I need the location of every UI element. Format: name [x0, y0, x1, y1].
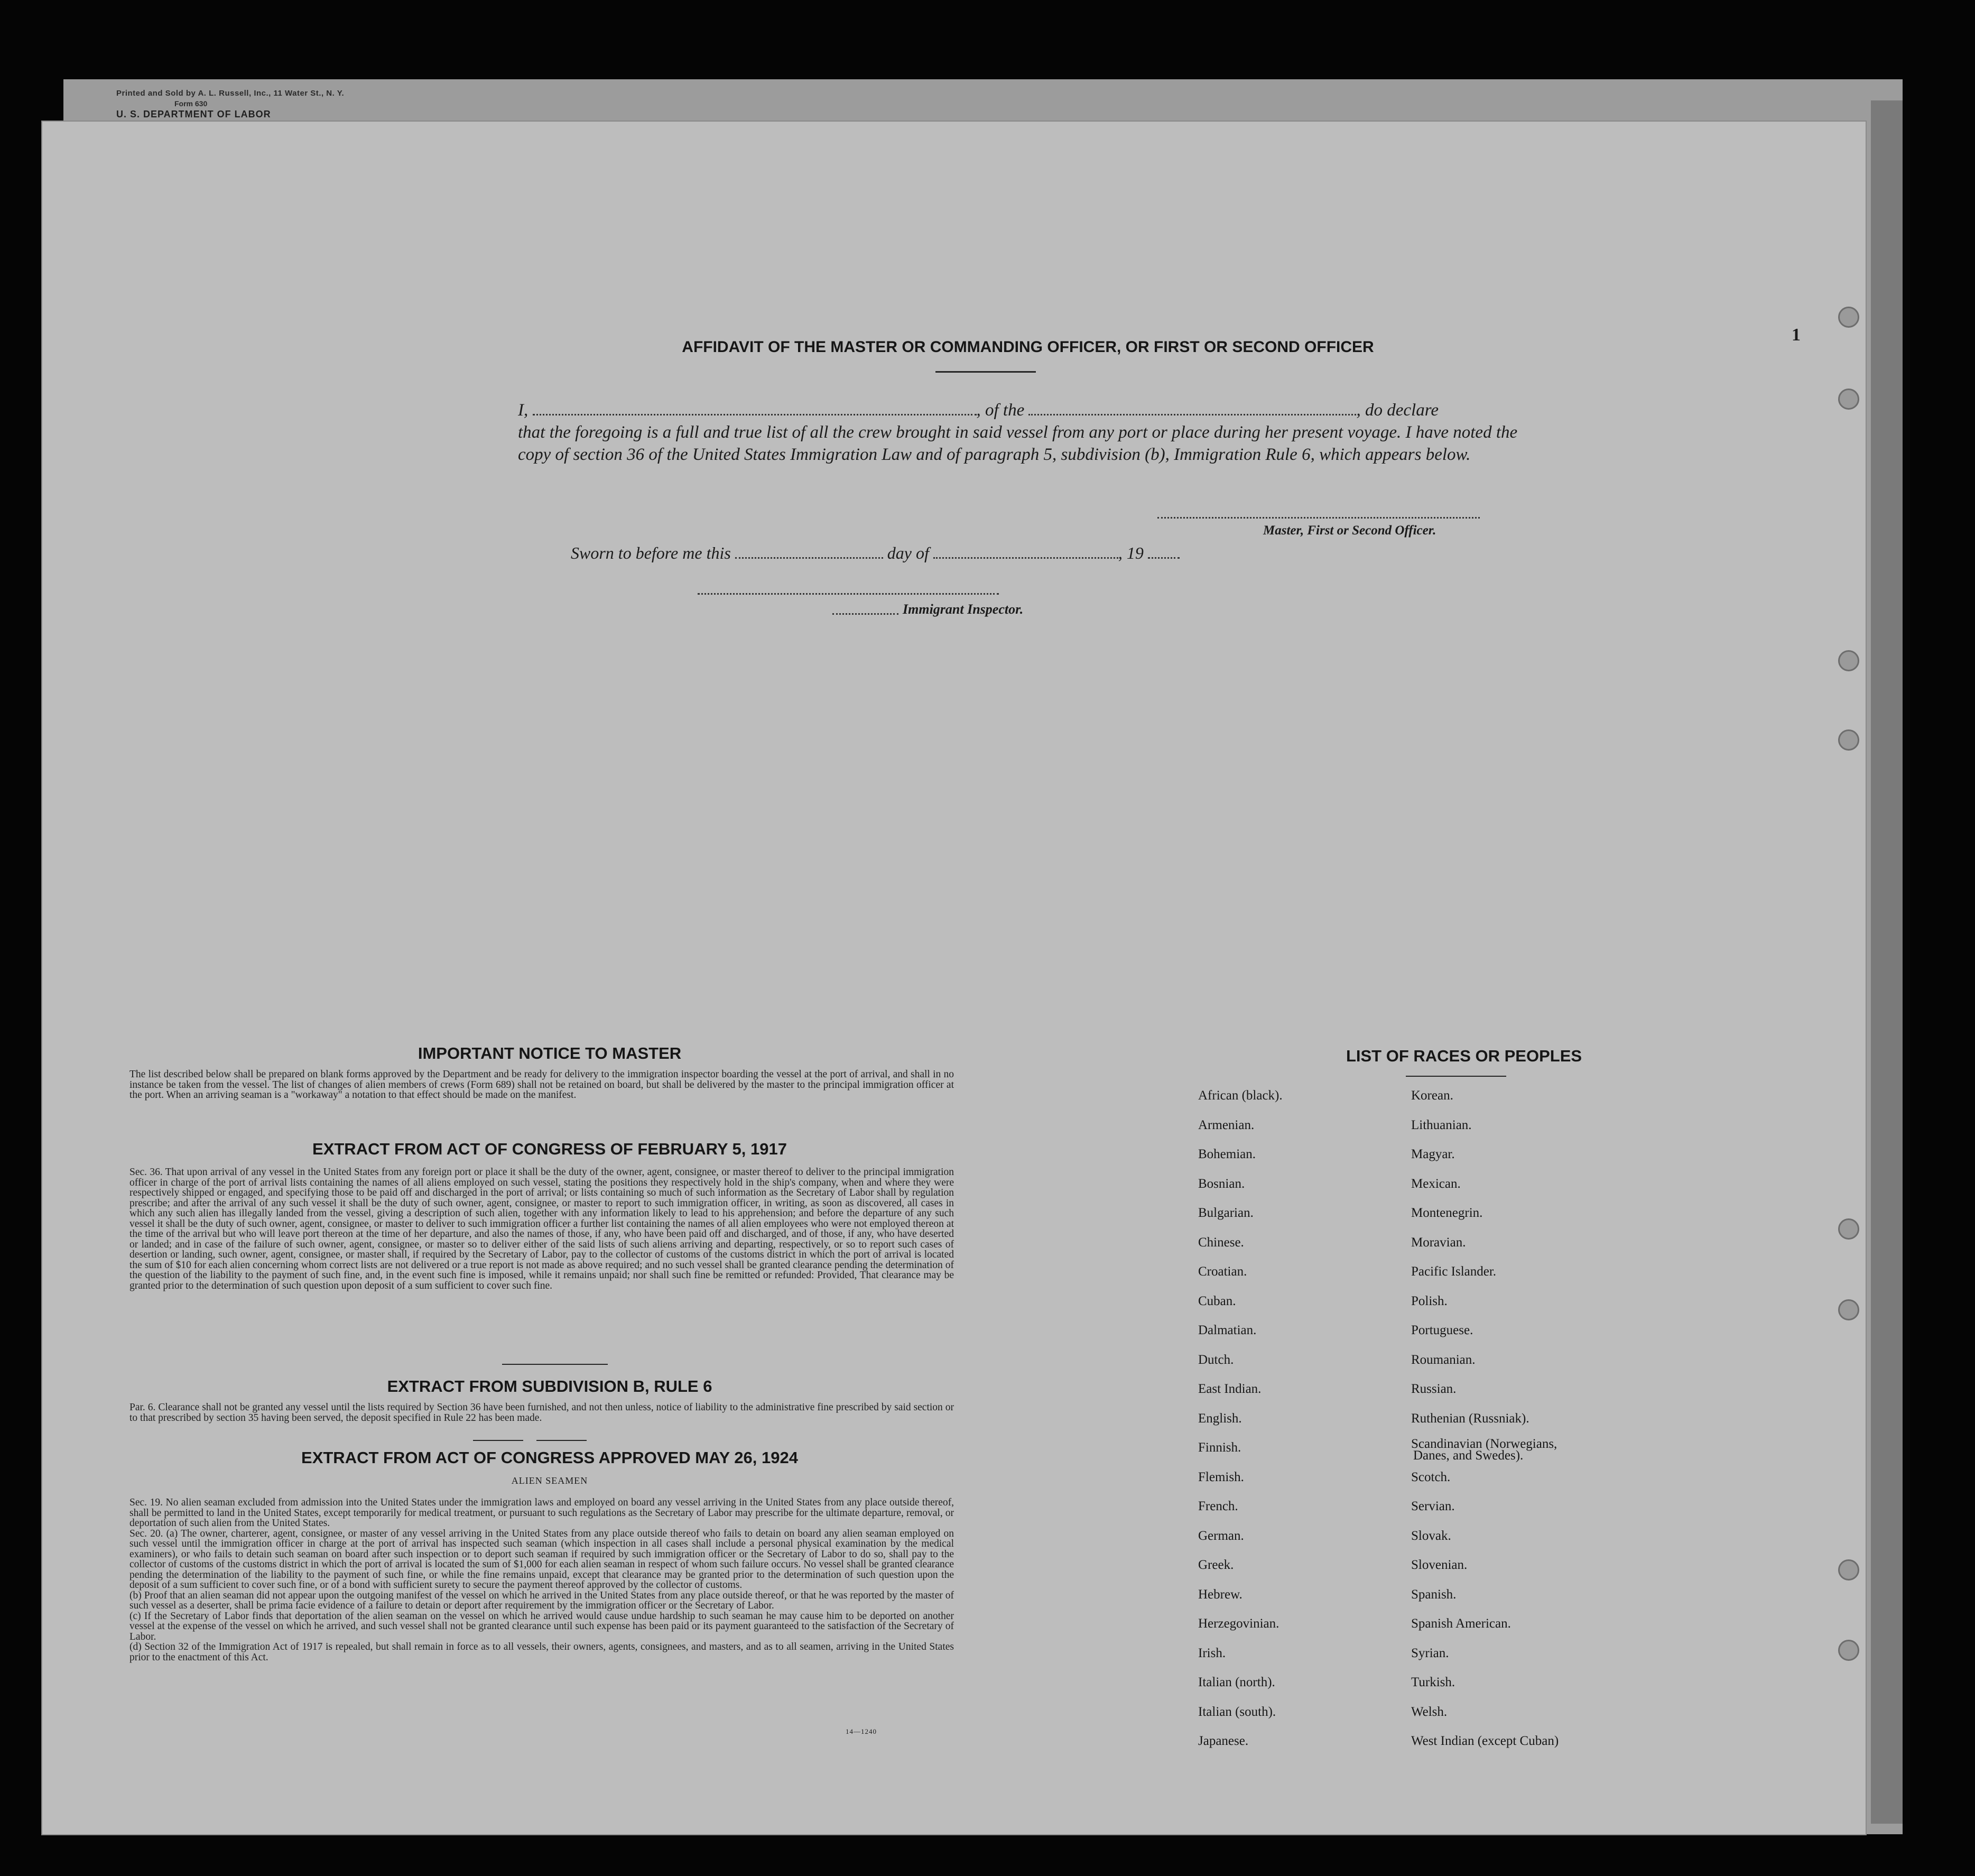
binder-hole [1838, 1299, 1859, 1320]
race-item: French. [1198, 1499, 1238, 1513]
binder-hole [1838, 650, 1859, 671]
race-item: German. [1198, 1528, 1244, 1543]
race-item: Scotch. [1411, 1470, 1451, 1484]
form-code: 14—1240 [846, 1727, 877, 1735]
alien-seamen-subtitle: ALIEN SEAMEN [511, 1475, 588, 1486]
race-item-scandinavian-line2: Danes, and Swedes). [1413, 1448, 1524, 1463]
sec-20c-text: (c) If the Secretary of Labor finds that deportation of the alien seaman on the vessel on which he arrived would cause undue hardship to such seaman he may cause him to be deported on another vessel at the expense of the vessel on which he arrived, and such vessel shall not be granted clearance until such expense has been paid or its payment guaranteed to the satisfaction of the Secretary of Labor. [129, 1610, 954, 1642]
race-item: Montenegrin. [1411, 1206, 1483, 1220]
race-item: Polish. [1411, 1293, 1448, 1308]
master-signature-line[interactable] [1157, 517, 1480, 519]
race-item: Dalmatian. [1198, 1323, 1257, 1337]
affidavit-line-declare: , do declare [1356, 401, 1439, 420]
binder-hole [1838, 389, 1859, 410]
race-item: Turkish. [1411, 1675, 1455, 1689]
sworn-month-blank[interactable] [933, 557, 1118, 559]
sworn-text: Sworn to before me this [571, 543, 731, 562]
race-item: Chinese. [1198, 1235, 1244, 1250]
race-item: Italian (north). [1198, 1675, 1275, 1689]
sworn-year-blank[interactable] [1148, 557, 1180, 559]
race-item-scandinavian [1411, 1433, 1559, 1463]
underlying-page-edge [1871, 100, 1903, 1824]
rule-after-rule6 [473, 1440, 523, 1441]
race-item: Hebrew. [1198, 1587, 1243, 1602]
race-item: Dutch. [1198, 1352, 1234, 1367]
race-item: Bohemian. [1198, 1147, 1256, 1161]
affidavit-line-i: I, [518, 401, 528, 420]
race-item: Mexican. [1411, 1176, 1461, 1191]
sec-20b-text: (b) Proof that an alien seaman did not appear upon the outgoing manifest of the vessel on which he arrived in the United States from any place outside thereof, or that he was reported by the master of such vessel as a deserter, shall be prima facie evidence of a failure to detain or deport after requirement by the immigration officer or the Secretary of Labor. [129, 1589, 954, 1611]
master-name-blank[interactable] [533, 414, 977, 415]
race-item: Bosnian. [1198, 1176, 1245, 1191]
race-item: Irish. [1198, 1646, 1226, 1660]
race-item: Welsh. [1411, 1704, 1448, 1719]
race-item: Japanese. [1198, 1734, 1249, 1748]
races-title-rule [1406, 1076, 1506, 1077]
race-item: East Indian. [1198, 1382, 1262, 1396]
race-item: Croatian. [1198, 1264, 1247, 1279]
race-item: Roumanian. [1411, 1352, 1476, 1367]
race-item: Greek. [1198, 1558, 1234, 1572]
sworn-year-prefix: , 19 [1118, 543, 1144, 562]
race-item: Bulgarian. [1198, 1206, 1254, 1220]
race-item: Armenian. [1198, 1117, 1255, 1132]
race-item: Moravian. [1411, 1235, 1466, 1250]
affidavit-body [518, 399, 1538, 466]
notice-title: IMPORTANT NOTICE TO MASTER [418, 1044, 682, 1062]
race-item: Pacific Islander. [1411, 1264, 1497, 1279]
extract-1924-text [129, 1498, 954, 1662]
binder-hole [1838, 1559, 1859, 1581]
inspector-label: Immigrant Inspector. [903, 602, 1024, 617]
race-item: Flemish. [1198, 1470, 1244, 1484]
extract-1924-title: EXTRACT FROM ACT OF CONGRESS APPROVED MAY 26, 1924 [301, 1448, 798, 1467]
document-page [42, 122, 1866, 1834]
vessel-name-blank[interactable] [1028, 414, 1356, 415]
race-item: Lithuanian. [1411, 1117, 1472, 1132]
races-left-column [1198, 1081, 1283, 1756]
race-item: Spanish. [1411, 1587, 1457, 1602]
master-signature-label: Master, First or Second Officer. [1263, 523, 1436, 538]
race-item: Cuban. [1198, 1293, 1236, 1308]
printer-imprint: Printed and Sold by A. L. Russell, Inc., 11 Water St., N. Y. [116, 89, 345, 98]
race-item: West Indian (except Cuban) [1411, 1734, 1559, 1748]
inspector-signature-line[interactable] [698, 593, 999, 595]
sec-10-text: Sec. 19. No alien seaman excluded from admission into the United States under the immigration laws and employed on board any vessel arriving in the United States from any place outside thereof, shall be permitted to land in the United States, except temporarily for medical treatment, or pursuant to such regulations as the Secretary of Labor may prescribe for the ultimate departure, removal, or deportation of such alien from the United States. [129, 1497, 954, 1529]
sworn-line [571, 543, 1180, 563]
sec-20a-text: Sec. 20. (a) The owner, charterer, agent, consignee, or master of any vessel arriving in the United States from any place outside thereof who fails to detain on board any alien seaman employed on such vessel until the immigration officer in charge at the port of arrival has inspected such seaman (which inspection in all cases shall include a personal physical examination by the medical examiners), or who fails to detain such seaman on board after such inspection or to deport such seaman if required by such immigration officer or the Secretary of Labor to do so, shall pay to the collector of customs of the customs district in which the port of arrival is located the sum of $1,000 for each alien seaman in respect of whom such failure occurs. No vessel shall be granted clearance pending the determination of the liability to the payment of such fine, or while the fine remains unpaid, except that clearance may be granted prior to the determination of such question upon the deposit of a sum sufficient to cover such fine, or of a bond with sufficient surety to secure the payment thereof approved by the collector of customs. [129, 1528, 954, 1591]
race-item: Korean. [1411, 1088, 1453, 1103]
rule-after-1917 [502, 1364, 608, 1365]
extract-1917-text: Sec. 36. That upon arrival of any vessel in the United States from any foreign port or place it shall be the duty of the owner, agent, consignee, or master thereof to deliver to the principal immigration officer in charge of the port of arrival lists containing the names of all aliens employed on such vessel, stating the positions they respectively hold in the ship's company, when and where they were respectively shipped or engaged, and specifying those to be paid off and discharged in the port of arrival; or lists containing so much of such information as the Secretary of Labor shall by regulation prescribe; and after the arrival of any such vessel it shall be the duty of such owner, agent, consignee, or master to report to such immigration officer, in writing, as soon as discovered, all cases in which any such alien has illegally landed from the vessel, giving a description of such alien, together with any information likely to lead to his apprehension; and before the departure of any such vessel it shall be the duty of such owner, agent, consignee, or master to deliver to such immigration officer a further list containing the names of all alien employees who were not employed thereon at the time of the arrival but who will leave port thereon at the time of her departure, and also the names of those, if any, who have been paid off and discharged, and of those, if any, who have deserted or landed; and in case of the failure of such owner, agent, consignee, or master so to deliver either of the said lists of such aliens arriving and departing, respectively, or so to report such cases of desertion or landing, such owner, agent, consignee, or master shall, if required by the Secretary of Labor, pay to the collector of customs of the customs district in which the port of arrival is located the sum of $10 for each alien concerning whom correct lists are not delivered or a true report is not made as above required; and no such vessel shall be granted clearance pending the determination of the question of the liability to the payment of such fine, and, in the event such fine is imposed, while it remains unpaid; nor shall such fine be remitted or refunded: Provided, That clearance may be granted prior to the determination of such question upon deposit of a sum sufficient to cover such fine. [129, 1167, 954, 1291]
affidavit-line-of-the: , of the [976, 401, 1025, 420]
form-number: Form 630 [174, 99, 208, 108]
race-item: Ruthenian (Russniak). [1411, 1411, 1529, 1426]
extract-1917-title: EXTRACT FROM ACT OF CONGRESS OF FEBRUARY 5, 1917 [312, 1140, 787, 1158]
race-item: Russian. [1411, 1382, 1457, 1396]
extract-rule6-title: EXTRACT FROM SUBDIVISION B, RULE 6 [387, 1377, 712, 1396]
sec-20d-text: (d) Section 32 of the Immigration Act of 1917 is repealed, but shall remain in force as to all vessels, their owners, agents, consignees, and masters, and as to all seamen, arriving in the United States prior to the enactment of this Act. [129, 1641, 954, 1663]
races-title: LIST OF RACES OR PEOPLES [1346, 1047, 1582, 1065]
race-item: Spanish American. [1411, 1616, 1511, 1631]
sworn-day-blank[interactable] [735, 557, 883, 559]
notice-text: The list described below shall be prepared on blank forms approved by the Department and be ready for delivery to the immigration inspector boarding the vessel at the port of arrival, and shall in no instance be taken from the vessel. The list of changes of alien members of crews (Form 689) shall not be retained on board, but shall be delivered by the master to the principal immigration officer at the port. When an arriving seaman is a "workaway" a notation to that effect should be made on the manifest. [129, 1069, 954, 1101]
race-item: Italian (south). [1198, 1704, 1276, 1719]
binder-hole [1838, 1218, 1859, 1240]
race-item: Finnish. [1198, 1440, 1241, 1455]
affidavit-title: AFFIDAVIT OF THE MASTER OR COMMANDING OFFICER, OR FIRST OR SECOND OFFICER [682, 338, 1374, 356]
race-item-scandinavian-line1: Scandinavian (Norwegians, [1411, 1437, 1557, 1451]
department-heading: U. S. DEPARTMENT OF LABOR [116, 109, 271, 119]
races-right-column [1411, 1081, 1559, 1756]
race-item: Herzegovinian. [1198, 1616, 1279, 1631]
rule-after-rule6-b [536, 1440, 587, 1441]
extract-rule6-text: Par. 6. Clearance shall not be granted any vessel until the lists required by Section 36 have been furnished, and not then unless, notice of liability to the administrative fine prescribed by said section or to that prescribed by section 35 having been served, the deposit specified in Rule 22 has been made. [129, 1402, 954, 1424]
race-item: Servian. [1411, 1499, 1455, 1513]
binder-hole [1838, 729, 1859, 751]
binder-hole [1838, 307, 1859, 328]
race-item: African (black). [1198, 1088, 1283, 1103]
race-item: Syrian. [1411, 1646, 1449, 1660]
affidavit-title-rule [935, 371, 1036, 373]
race-item: Slovenian. [1411, 1558, 1468, 1572]
binder-hole [1838, 1640, 1859, 1661]
race-item: English. [1198, 1411, 1242, 1426]
affidavit-statement: that the foregoing is a full and true list of all the crew brought in said vessel from any port or place during her present voyage. I have noted the copy of section 36 of the United States Immigration Law and of paragraph 5, subdivision (b), Immigration Rule 6, which appears below. [518, 423, 1518, 464]
race-item: Portuguese. [1411, 1323, 1473, 1337]
sworn-day-of: day of [887, 543, 929, 562]
race-item: Magyar. [1411, 1147, 1455, 1161]
inspector-label-line [832, 613, 898, 615]
page-number: 1 [1792, 325, 1801, 345]
race-item: Slovak. [1411, 1528, 1451, 1543]
